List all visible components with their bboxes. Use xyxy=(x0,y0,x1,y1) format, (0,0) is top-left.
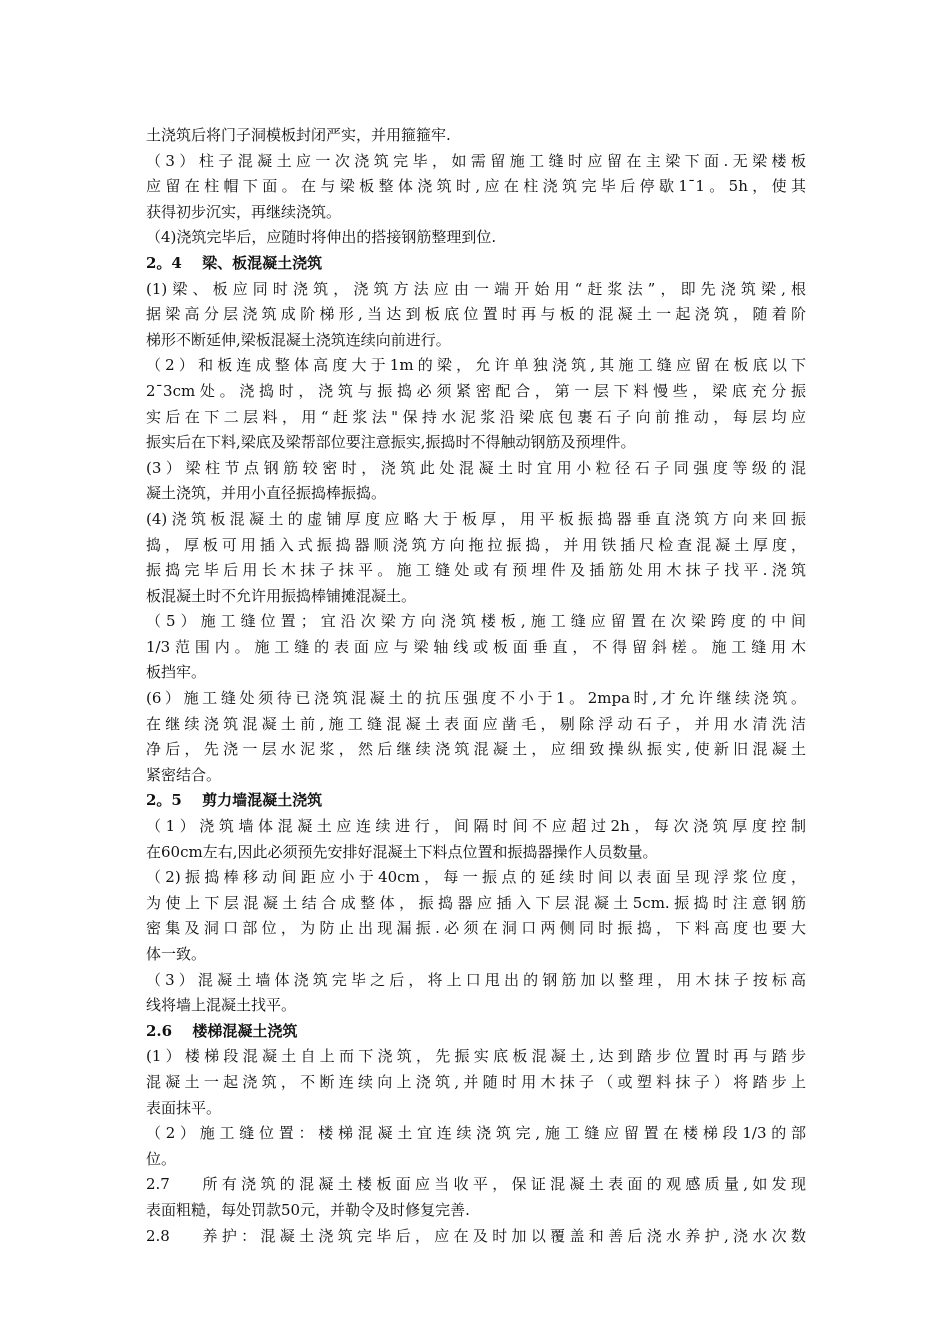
text-line: (3）梁柱节点钢筋较密时，浇筑此处混凝土时宜用小粒径石子同强度等级的混 xyxy=(146,458,806,477)
text-line: 板混凝土时不允许用振捣棒铺摊混凝土。 xyxy=(146,586,417,605)
text-line: 梯形不断延伸,梁板混凝土浇筑连续向前进行。 xyxy=(146,330,451,349)
text-line: 密集及洞口部位，为防止出现漏振.必须在洞口两侧同时振捣，下料高度也要大 xyxy=(146,919,806,938)
text-line: 位。 xyxy=(146,1149,177,1168)
text-line: 线将墙上混凝土找平。 xyxy=(146,996,297,1015)
text-line: (1)梁、板应同时浇筑，浇筑方法应由一端开始用“赶浆法”，即先浇筑梁,根 xyxy=(146,279,806,298)
text-line: （4)浇筑完毕后，应随时将伸出的搭接钢筋整理到位. xyxy=(146,228,497,247)
text-line: 在60cm左右,因此必须预先安排好混凝土下料点位置和振捣器操作人员数量。 xyxy=(146,842,658,861)
text-line: 在继续浇筑混凝土前,施工缝混凝土表面应凿毛，剔除浮动石子，并用水清洗洁 xyxy=(146,714,806,733)
text-line: 为使上下层混凝土结合成整体，振捣器应插入下层混凝土5cm.振捣时注意钢筋 xyxy=(146,893,806,912)
text-line: 表面粗糙，每处罚款50元，并勒令及时修复完善. xyxy=(146,1200,470,1219)
text-line: 净后，先浇一层水泥浆，然后继续浇筑混凝土，应细致操纵振实,使新旧混凝土 xyxy=(146,740,806,759)
section-heading: 2。5 剪力墙混凝土浇筑 xyxy=(146,791,323,810)
text-line: （3）混凝土墙体浇筑完毕之后，将上口甩出的钢筋加以整理，用木抹子按标高 xyxy=(146,970,806,989)
text-line: （1）浇筑墙体混凝土应连续进行，间隔时间不应超过2h，每次浇筑厚度控制 xyxy=(146,817,806,836)
text-line: （2）和板连成整体高度大于1m的梁，允许单独浇筑,其施工缝应留在板底以下 xyxy=(146,356,806,375)
section-heading: 2.6 楼梯混凝土浇筑 xyxy=(146,1021,298,1040)
text-line: (4)浇筑板混凝土的虚铺厚度应略大于板厚，用平板振捣器垂直浇筑方向来回振 xyxy=(146,509,806,528)
text-line: 实后在下二层料，用“赶浆法"保持水泥浆沿梁底包裹石子向前推动，每层均应 xyxy=(146,407,806,426)
text-line: （2）施工缝位置：楼梯混凝土宜连续浇筑完,施工缝应留置在楼梯段1/3的部 xyxy=(146,1124,806,1143)
text-line: (6）施工缝处须待已浇筑混凝土的抗压强度不小于1。2mpa时,才允许继续浇筑。 xyxy=(146,689,806,708)
text-line: 体一致。 xyxy=(146,945,207,963)
text-line: 2.7 所有浇筑的混凝土楼板面应当收平，保证混凝土表面的观感质量,如发现 xyxy=(146,1175,806,1194)
text-line: 2.8 养护：混凝土浇筑完毕后，应在及时加以覆盖和善后浇水养护,浇水次数 xyxy=(146,1226,806,1245)
text-line: 板挡牢。 xyxy=(146,663,207,682)
text-line: 紧密结合。 xyxy=(146,765,222,784)
document-page xyxy=(146,123,806,1249)
text-line: 土浇筑后将门子洞模板封闭严实，并用箍箍牢. xyxy=(146,126,451,144)
text-line: 2¯3cm处。浇捣时，浇筑与振捣必须紧密配合，第一层下料慢些，梁底充分振 xyxy=(146,381,806,400)
section-heading: 2。4 梁、板混凝土浇筑 xyxy=(146,253,323,272)
text-line: （3）柱子混凝土应一次浇筑完毕，如需留施工缝时应留在主梁下面.无梁楼板 xyxy=(146,151,806,170)
text-line: 应留在柱帽下面。在与梁板整体浇筑时,应在柱浇筑完毕后停歇1¯1。5h，使其 xyxy=(146,177,806,196)
text-line: 振捣完毕后用长木抹子抹平。施工缝处或有预埋件及插筋处用木抹子找平.浇筑 xyxy=(146,561,806,580)
text-line: 表面抹平。 xyxy=(146,1098,222,1117)
text-line: 凝土浇筑，并用小直径振捣棒振捣。 xyxy=(146,484,387,503)
text-line: (1）楼梯段混凝土自上而下浇筑，先振实底板混凝土,达到踏步位置时再与踏步 xyxy=(146,1047,806,1066)
text-line: （2)振捣棒移动间距应小于40cm，每一振点的延续时间以表面呈现浮浆位度， xyxy=(146,868,806,887)
text-line: （5）施工缝位置；宜沿次梁方向浇筑楼板,施工缝应留置在次梁跨度的中间 xyxy=(146,612,806,631)
text-line: 获得初步沉实，再继续浇筑。 xyxy=(146,202,342,221)
text-line: 捣，厚板可用插入式振捣器顺浇筑方向拖拉振捣，并用铁插尺检查混凝土厚度， xyxy=(146,535,806,554)
text-line: 1/3范围内。施工缝的表面应与梁轴线或板面垂直，不得留斜槎。施工缝用木 xyxy=(146,637,806,656)
text-line: 据梁高分层浇筑成阶梯形,当达到板底位置时再与板的混凝土一起浇筑，随着阶 xyxy=(146,305,806,324)
text-line: 振实后在下料,梁底及梁帮部位要注意振实,振捣时不得触动钢筋及预埋件。 xyxy=(146,433,636,452)
text-line: 混凝土一起浇筑，不断连续向上浇筑,并随时用木抹子（或塑料抹子）将踏步上 xyxy=(146,1072,806,1091)
